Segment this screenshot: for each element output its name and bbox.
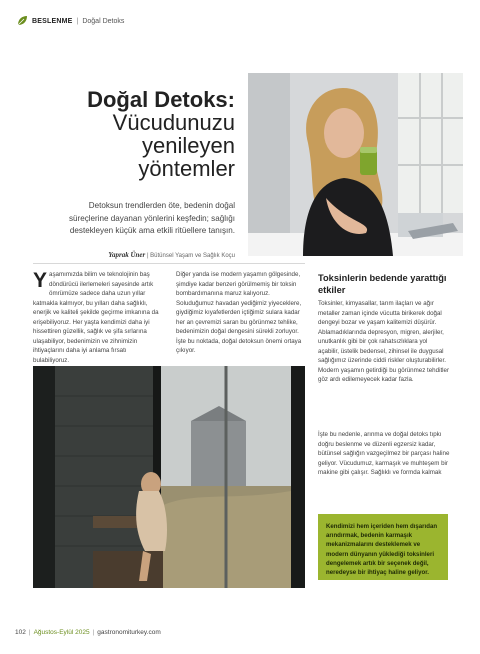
drop-cap: Y (33, 269, 48, 292)
website-link[interactable]: gastronomiturkey.com (97, 629, 161, 636)
issue-date: Ağustos-Eylül 2025 (33, 629, 90, 636)
article-column-1 (33, 270, 163, 365)
title-line-4: yöntemler (138, 156, 235, 181)
sidebar-heading: Toksinlerin bedende yarattığı etkiler (318, 273, 447, 295)
article-title (60, 88, 235, 180)
leaf-icon (16, 15, 28, 27)
footer-separator-1: | (28, 629, 31, 636)
subsection-label: Doğal Detoks (82, 17, 125, 25)
column-1-text: aşamımızda bilim ve teknolojinin baş döndürücü ilerlemeleri sayesinde artık ömrümüze sadece daha uzun yıllar katmakla kalmıyor, bu yılları daha sağlıklı, enerjik ve kaliteli şekilde geçirme imkanına da erişebiliyoruz. Her yaşta kendimizi daha iyi hissettiren güzellik, sağlık ve şifa sırlarına ulaşabiliyor, bedenimizin ve zihnimizin ihtiyaçlarını daha iyi anlama fırsatı bulabiliyoruz. (33, 271, 159, 364)
title-line-1: Doğal Detoks: (87, 87, 235, 112)
title-line-2: Vücudunuzu (112, 110, 235, 135)
sauna-photo (33, 366, 305, 588)
byline-separator: | (146, 253, 149, 259)
hero-photo-illustration (248, 73, 463, 256)
article-column-2: Diğer yanda ise modern yaşamın gölgesinde, şimdiye kadar benzeri görülmemiş bir toksin bombardımanına maruz kalıyoruz. Soluduğumuz havadan yediğimiz yiyeceklere, giydiğimiz kıyafetlerden içtiğimiz sulara kadar her an çevremizi saran bu görünmez tehlike, bedenimizin doğal dengesini sürekli zorluyor. İşte bu noktada, doğal detoksun önemi ortaya çıkıyor. (176, 271, 302, 354)
pull-quote: Kendimizi hem içeriden hem dışarıdan arındırmak, bedenin karmaşık mekanizmalarını desteklemek ve modern dünyanın yüklediği toksinleri dengelemek artık bir seçenek değil, neredeyse bir ihtiyaç haline geliyor. (318, 514, 448, 580)
author-name: Yaprak Üner (108, 251, 146, 259)
divider (33, 263, 305, 264)
page-footer (15, 629, 161, 636)
sidebar-paragraph-1: Toksinler, kimyasallar, tarım ilaçları ve ağır metaller zaman içinde vücutta birikerek doğal dengeyi bozar ve yaşam kalitemizi düşürür. Ablamadıklarında depresyon, migren, alerjiler, unutkanlık gibi bir çok rahatsızlıklara yol açabilir, üstelik bedensel, zihinsel ile duygusal sağlığımız üzerinde ciddi riskler oluşturabilirler. Modern yaşamın getirdiği bu görünmez tehditler göz ardı edilemeyecek kadar fazla. (318, 300, 450, 383)
footer-separator-2: | (92, 629, 95, 636)
hero-photo (248, 73, 463, 256)
title-line-3: yenileyen (142, 133, 235, 158)
sidebar-paragraph-2: İşte bu nedenle, arınma ve doğal detoks tıpkı doğru beslenme ve düzenli egzersiz kadar, bütünsel sağlığın vazgeçilmez bir parçası haline geliyor. Vücudumuz, karmaşık ve muhteşem bir makine gibi çalışır. Sağlıklı ve formda kalmak (318, 431, 450, 476)
article-lead: Detoksun trendlerden öte, bedenin doğal süreçlerine dayanan yönlerini keşfedin; sağlığı destekleyen küçük ama etkili ritüellere tanışın. (68, 201, 235, 236)
header-separator: | (76, 17, 79, 25)
section-header (16, 13, 124, 29)
sauna-photo-illustration (33, 366, 305, 588)
section-label: BESLENME (32, 17, 73, 25)
byline (90, 251, 235, 259)
author-role: Bütünsel Yaşam ve Sağlık Koçu (150, 253, 235, 259)
page-number: 102 (15, 629, 26, 636)
